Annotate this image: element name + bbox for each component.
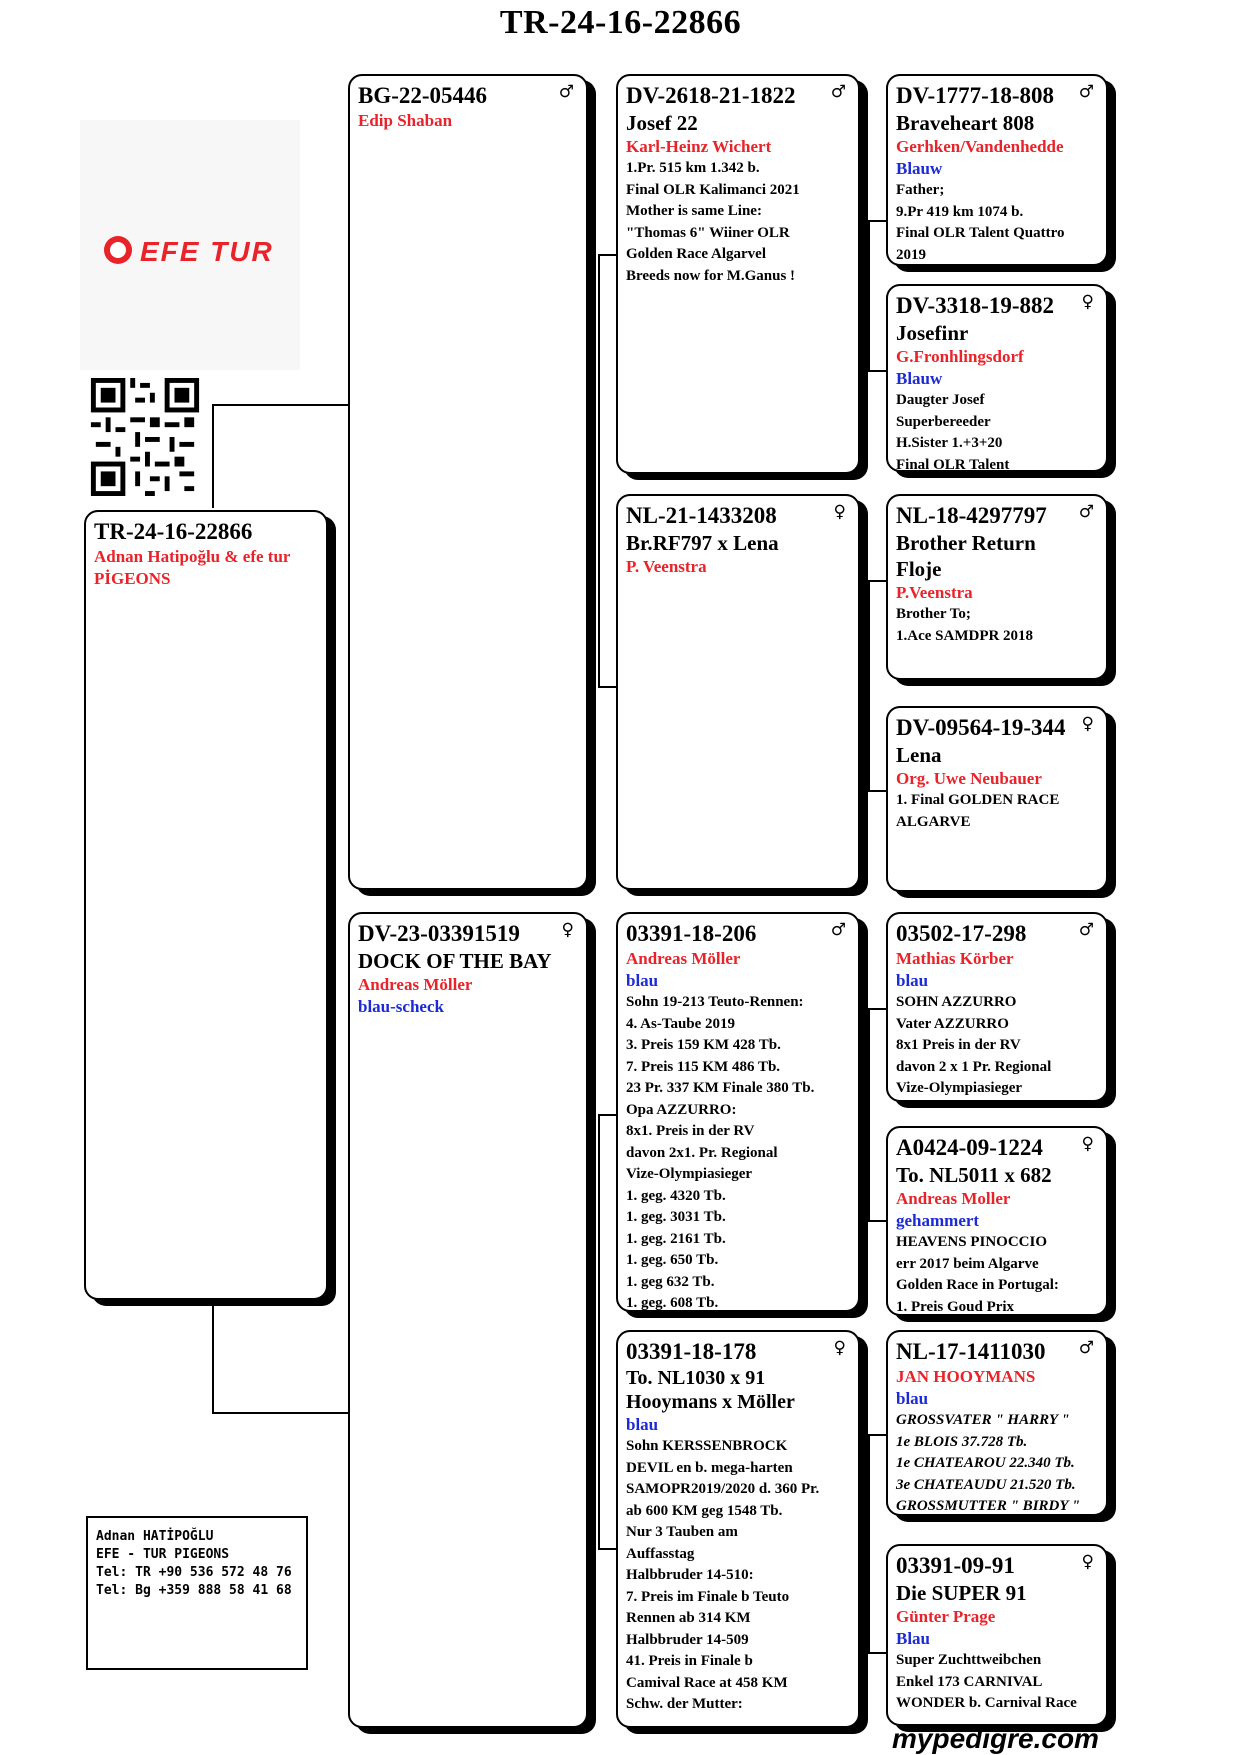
connector-line (868, 790, 888, 792)
note-line: Schw. der Mutter: (626, 1696, 743, 1712)
note-line: err 2017 beim Algarve (896, 1255, 1039, 1272)
ring-number: TR-24-16-22866 (94, 519, 253, 544)
note-line: Sohn KERSSENBROCK (626, 1438, 788, 1454)
logo-text: EFE TUR (140, 236, 274, 267)
breeder-name: Andreas Möller (358, 975, 473, 994)
pigeon-name: Brother Return Floje (896, 531, 1036, 581)
granddam-maternal-card[interactable] (616, 1330, 860, 1728)
note-line: Superbereeder (896, 413, 991, 430)
granddam-paternal-card[interactable] (616, 494, 860, 890)
pigeon-color: blau (896, 971, 929, 990)
pedigree-notes (626, 158, 850, 287)
pedigree-notes (896, 604, 1098, 647)
note-line: Final OLR Kalimanci 2021 (626, 181, 800, 198)
ring-number: 03391-18-178 (626, 1339, 757, 1364)
note-line: 1. geg. 2161 Tb. (626, 1230, 726, 1247)
great-grandparent-card[interactable] (886, 912, 1108, 1102)
female-icon: ♀ (833, 502, 846, 522)
contact-line: Tel: TR +90 536 572 48 76 (96, 1565, 292, 1580)
pigeon-name: To. NL1030 x 91 Hooymans x Möller (626, 1367, 795, 1413)
connector-line (868, 1008, 888, 1010)
note-line: Halbbruder 14-510: (626, 1567, 754, 1583)
great-grandparent-card[interactable] (886, 1126, 1108, 1316)
pigeon-color: Blauw (896, 159, 943, 178)
pigeon-color: blau (896, 1389, 929, 1408)
connector-line (868, 220, 870, 372)
qr-code-icon (90, 378, 200, 496)
great-grandparent-card[interactable] (886, 1544, 1108, 1726)
note-line: Auffasstag (626, 1545, 695, 1562)
ring-number: A0424-09-1224 (896, 1135, 1043, 1160)
female-icon: ♀ (1081, 714, 1094, 734)
note-line: 1. geg. 4320 Tb. (626, 1187, 726, 1204)
note-line: Breeds now for M.Ganus ! (626, 267, 796, 284)
great-grandparent-card[interactable] (886, 74, 1108, 266)
female-icon: ♀ (1081, 292, 1094, 312)
note-line: GROSSVATER " HARRY " (896, 1412, 1070, 1428)
ring-number: DV-23-03391519 (358, 921, 520, 946)
note-line: Camival Race at 458 KM (626, 1674, 788, 1691)
connector-line (212, 404, 348, 406)
note-line: 4. As-Taube 2019 (626, 1015, 736, 1032)
pedigree-notes (896, 1410, 1098, 1516)
ring-number: NL-21-1433208 (626, 503, 777, 528)
breeder-name: JAN HOOYMANS (896, 1367, 1036, 1386)
note-line: Enkel 173 CARNIVAL (896, 1673, 1043, 1690)
logo-icon (104, 236, 132, 264)
connector-line (598, 254, 600, 688)
note-line: Mother is same Line: (626, 203, 762, 219)
male-icon: ♂ (1078, 502, 1094, 522)
male-icon: ♂ (1078, 920, 1094, 940)
note-line: 2019 (896, 246, 926, 263)
pigeon-name: Josefinr (896, 321, 969, 345)
note-line: Vater AZZURRO (896, 1015, 1009, 1032)
connector-line (868, 220, 888, 222)
pigeon-color: Blauw (896, 369, 943, 388)
connector-line (868, 1434, 888, 1436)
note-line: 1. geg. 3031 Tb. (626, 1209, 726, 1225)
connector-line (598, 1114, 616, 1116)
pigeon-name: Braveheart 808 (896, 111, 1035, 135)
connector-line (868, 580, 870, 792)
pedigree-notes (896, 1650, 1098, 1715)
ring-number: NL-17-1411030 (896, 1339, 1046, 1364)
breeder-name: Andreas Moller (896, 1189, 1011, 1208)
note-line: Golden Race in Portugal: (896, 1277, 1059, 1293)
ring-number: 03391-18-206 (626, 921, 757, 946)
note-line: Daugter Josef (896, 392, 985, 408)
note-line: DEVIL en b. mega-harten (626, 1459, 793, 1476)
note-line: ab 600 KM geg 1548 Tb. (626, 1502, 783, 1519)
note-line: Final OLR Talent Quattro (896, 225, 1065, 241)
note-line: 7. Preis im Finale b Teuto (626, 1588, 790, 1605)
breeder-name: Mathias Körber (896, 949, 1014, 968)
female-icon: ♀ (1081, 1134, 1094, 1154)
note-line: 1. geg. 608 Tb. (626, 1295, 719, 1311)
note-line: 1. Preis Goud Prix (896, 1298, 1015, 1315)
female-icon: ♀ (561, 920, 574, 940)
connector-line (598, 686, 616, 688)
great-grandparent-card[interactable] (886, 494, 1108, 680)
grandsire-paternal-card[interactable] (616, 74, 860, 474)
note-line: Super Zuchttweibchen (896, 1652, 1042, 1668)
great-grandparent-card[interactable] (886, 706, 1108, 892)
note-line: Brother To; (896, 606, 971, 622)
note-line: Golden Race Algarvel (626, 246, 766, 262)
breeder-name: Karl-Heinz Wichert (626, 137, 772, 156)
note-line: Nur 3 Tauben am (626, 1524, 738, 1540)
pigeon-color: Blau (896, 1629, 931, 1648)
male-icon: ♂ (830, 82, 846, 102)
note-line: davon 2 x 1 Pr. Regional (896, 1058, 1052, 1075)
note-line: SOHN AZZURRO (896, 994, 1017, 1010)
note-line: Vize-Olympiasieger (896, 1080, 1023, 1096)
connector-line (868, 580, 888, 582)
dam-card[interactable] (348, 912, 588, 1728)
contact-line: Adnan HATİPOĞLU (96, 1529, 214, 1544)
note-line: SAMOPR2019/2020 d. 360 Pr. (626, 1481, 820, 1497)
note-line: 8x1 Preis in der RV (896, 1037, 1021, 1053)
breeder-name: Gerhken/Vandenhedde (896, 137, 1064, 156)
connector-line (212, 1412, 348, 1414)
note-line: Opa AZZURRO: (626, 1101, 737, 1118)
pigeon-color: blau (626, 1415, 659, 1434)
contact-line: Tel: Bg +359 888 58 41 68 (96, 1583, 292, 1598)
pedigree-notes (896, 790, 1098, 833)
pedigree-notes (896, 390, 1098, 472)
note-line: 41. Preis in Finale b (626, 1653, 753, 1669)
ring-number: 03391-09-91 (896, 1553, 1015, 1578)
breeder-name: P. Veenstra (626, 557, 707, 576)
connector-line (598, 1114, 600, 1550)
breeder-name: G.Fronhlingsdorf (896, 347, 1024, 366)
great-grandparent-card[interactable] (886, 284, 1108, 472)
pigeon-name: Br.RF797 x Lena (626, 531, 779, 555)
note-line: ALGARVE (896, 813, 971, 830)
connector-line (598, 1548, 616, 1550)
breeder-name: Edip Shaban (358, 111, 453, 130)
note-line: 7. Preis 115 KM 486 Tb. (626, 1058, 781, 1075)
note-line: HEAVENS PINOCCIO (896, 1234, 1048, 1250)
pigeon-color: blau-scheck (358, 997, 444, 1016)
note-line: "Thomas 6" Wiiner OLR (626, 224, 790, 241)
note-line: 23 Pr. 337 KM Finale 380 Tb. (626, 1080, 815, 1096)
male-icon: ♂ (1078, 1338, 1094, 1358)
note-line: 1e CHATEAROU 22.340 Tb. (896, 1455, 1075, 1471)
connector-line (868, 1008, 870, 1222)
watermark: mypedigre.com (892, 1723, 1099, 1754)
note-line: WONDER b. Carnival Race (896, 1695, 1077, 1711)
ring-number: DV-1777-18-808 (896, 83, 1054, 108)
pigeon-color: blau (626, 971, 659, 990)
grandsire-maternal-card[interactable] (616, 912, 860, 1312)
ring-number: 03502-17-298 (896, 921, 1027, 946)
pedigree-notes (896, 180, 1098, 266)
connector-line (598, 254, 616, 256)
ring-number: DV-3318-19-882 (896, 293, 1054, 318)
note-line: 1.Pr. 515 km 1.342 b. (626, 160, 760, 176)
great-grandparent-card[interactable] (886, 1330, 1108, 1516)
note-line: 1e BLOIS 37.728 Tb. (896, 1433, 1028, 1450)
note-line: davon 2x1. Pr. Regional (626, 1144, 778, 1161)
breeder-name: Günter Prage (896, 1607, 996, 1626)
note-line: GROSSMUTTER " BIRDY " (896, 1498, 1081, 1514)
ring-number: DV-09564-19-344 (896, 715, 1066, 740)
pigeon-color: gehammert (896, 1211, 980, 1230)
note-line: H.Sister 1.+3+20 (896, 435, 1003, 451)
note-line: Sohn 19-213 Teuto-Rennen: (626, 994, 804, 1010)
pedigree-notes (896, 1232, 1098, 1316)
pedigree-notes (896, 992, 1098, 1100)
connector-line (212, 404, 214, 508)
note-line: 1. geg. 650 Tb. (626, 1252, 719, 1268)
note-line: 1. Final GOLDEN RACE (896, 792, 1060, 808)
pigeon-name: Die SUPER 91 (896, 1581, 1027, 1605)
pigeon-name: Josef 22 (626, 111, 698, 135)
breeder-name: Org. Uwe Neubauer (896, 769, 1042, 788)
note-line: 1. geg 632 Tb. (626, 1273, 715, 1290)
connector-line (868, 370, 888, 372)
male-icon: ♂ (830, 920, 846, 940)
connector-line (868, 1652, 888, 1654)
female-icon: ♀ (833, 1338, 846, 1358)
ring-number: BG-22-05446 (358, 83, 488, 108)
note-line: 3. Preis 159 KM 428 Tb. (626, 1037, 781, 1053)
contact-line: EFE - TUR PIGEONS (96, 1547, 230, 1562)
connector-line (212, 1306, 214, 1414)
connector-line (868, 1434, 870, 1654)
female-icon: ♀ (1081, 1552, 1094, 1572)
pigeon-name: Lena (896, 743, 942, 767)
subject-card[interactable] (84, 510, 328, 1300)
page-title: TR-24-16-22866 (499, 4, 742, 41)
contact-box (86, 1516, 308, 1670)
pedigree-notes (626, 992, 850, 1312)
connector-line (868, 1220, 888, 1222)
note-line: Father; (896, 182, 945, 198)
male-icon: ♂ (558, 82, 574, 102)
note-line: 8x1. Preis in der RV (626, 1123, 755, 1139)
sire-card[interactable] (348, 74, 588, 890)
breeder-name: Adnan Hatipoğlu & efe tur PİGEONS (94, 547, 291, 588)
ring-number: NL-18-4297797 (896, 503, 1047, 528)
ring-number: DV-2618-21-1822 (626, 83, 796, 108)
note-line: Final OLR Talent (896, 456, 1010, 472)
pigeon-name: To. NL5011 x 682 (896, 1163, 1052, 1187)
note-line: Rennen ab 314 KM (626, 1610, 751, 1626)
note-line: Vize-Olympiasieger (626, 1166, 753, 1182)
note-line: 3e CHATEAUDU 21.520 Tb. (896, 1476, 1076, 1493)
male-icon: ♂ (1078, 82, 1094, 102)
note-line: Halbbruder 14-509 (626, 1631, 749, 1648)
pedigree-notes (626, 1436, 850, 1716)
note-line: 9.Pr 419 km 1074 b. (896, 203, 1024, 220)
breeder-name: P.Veenstra (896, 583, 973, 602)
breeder-name: Andreas Möller (626, 949, 741, 968)
note-line: 1.Ace SAMDPR 2018 (896, 627, 1034, 644)
pigeon-name: DOCK OF THE BAY (358, 949, 552, 973)
